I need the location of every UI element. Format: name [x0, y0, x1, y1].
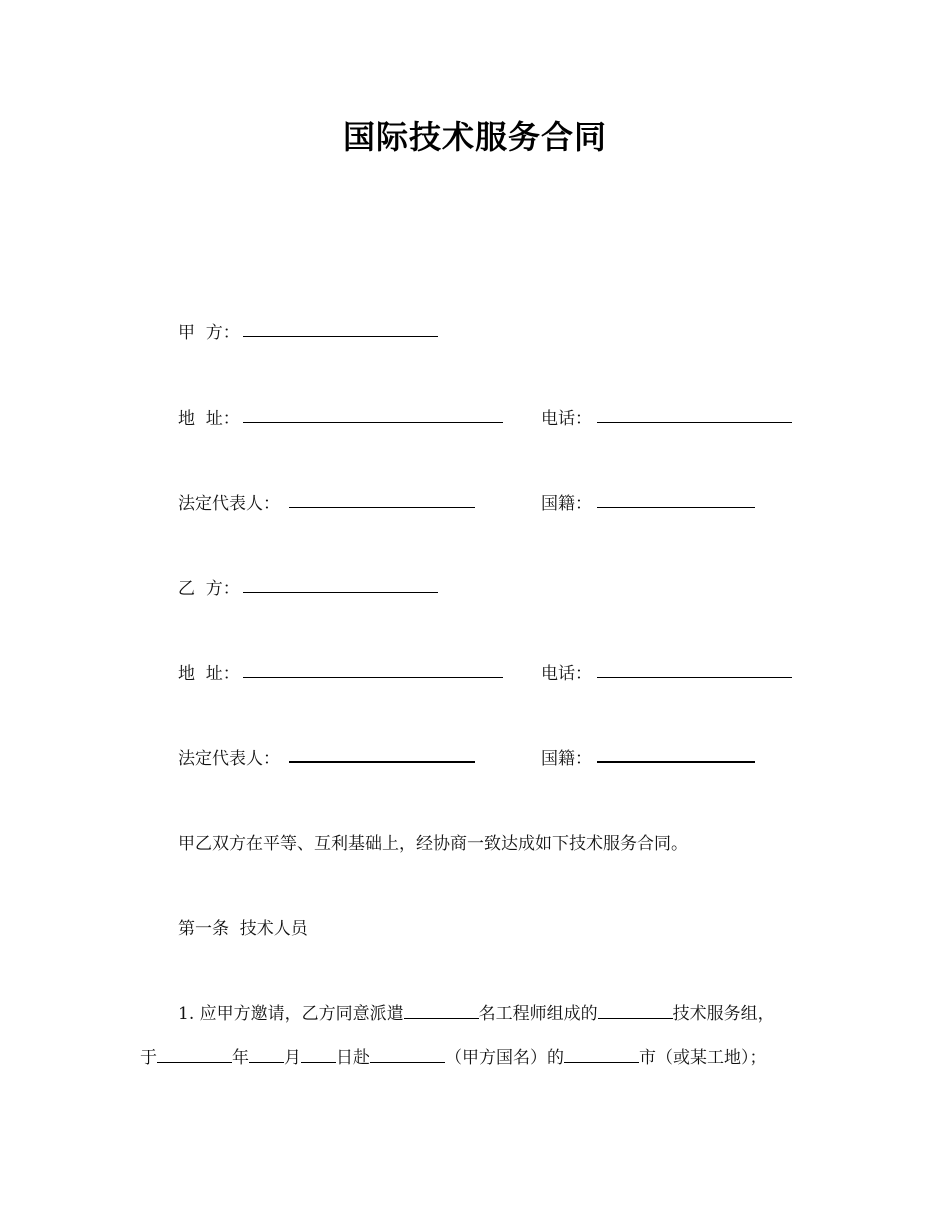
party-a-address-blank[interactable] [243, 422, 503, 423]
clause-1-text-7: 日赴 [336, 1048, 370, 1068]
party-b-line [178, 574, 240, 599]
party-a-rep-line [178, 489, 280, 514]
party-a-label: 甲 方： [178, 323, 240, 343]
country-blank[interactable] [370, 1047, 445, 1063]
party-a-nationality-blank[interactable] [597, 507, 755, 508]
party-b-phone-blank[interactable] [597, 677, 792, 678]
page-title: 国际技术服务合同 [342, 118, 607, 156]
city-blank[interactable] [564, 1047, 639, 1063]
clause-1-line-2 [140, 1043, 767, 1068]
party-b-phone-line [541, 659, 592, 684]
party-b-nationality-label: 国籍： [541, 749, 592, 769]
clause-1-text-3: 技术服务组， [672, 1004, 775, 1024]
intro-paragraph: 甲乙双方在平等、互利基础上，经协商一致达成如下技术服务合同。 [178, 834, 688, 854]
party-a-address-label: 地 址： [178, 409, 240, 429]
month-blank[interactable] [249, 1047, 284, 1063]
party-b-label: 乙 方： [178, 579, 240, 599]
clause-1-text-6: 月 [284, 1048, 301, 1068]
party-b-nationality-line [541, 744, 592, 769]
clause-1-text-4: 于 [140, 1048, 157, 1068]
clause-1-line-1 [178, 999, 775, 1024]
service-group-blank[interactable] [598, 1003, 673, 1019]
day-blank[interactable] [301, 1047, 336, 1063]
party-a-nationality-label: 国籍： [541, 494, 592, 514]
party-a-line [178, 318, 240, 343]
party-b-rep-blank[interactable] [289, 761, 475, 763]
party-b-rep-line [178, 744, 280, 769]
party-b-phone-label: 电话： [541, 664, 592, 684]
clause-1-text-8: （甲方国名）的 [445, 1048, 564, 1068]
clause-1-text-1: 1. 应甲方邀请，乙方同意派遣 [178, 1004, 404, 1024]
party-a-rep-blank[interactable] [289, 507, 475, 508]
party-b-address-label: 地 址： [178, 664, 240, 684]
party-a-phone-label: 电话： [541, 409, 592, 429]
clause-1-text-9: 市（或某工地）； [639, 1048, 767, 1068]
article-1-heading: 第一条 技术人员 [178, 919, 308, 939]
party-a-phone-blank[interactable] [597, 422, 792, 423]
party-a-rep-label: 法定代表人： [178, 494, 280, 514]
party-a-nationality-line [541, 489, 592, 514]
year-blank[interactable] [157, 1047, 232, 1063]
party-b-address-line [178, 659, 240, 684]
party-b-rep-label: 法定代表人： [178, 749, 280, 769]
party-b-nationality-blank[interactable] [597, 761, 755, 763]
party-a-phone-line [541, 404, 592, 429]
party-a-address-line [178, 404, 240, 429]
party-a-blank[interactable] [243, 336, 438, 337]
engineer-count-blank[interactable] [404, 1003, 479, 1019]
party-b-blank[interactable] [243, 592, 438, 593]
clause-1-text-5: 年 [232, 1048, 249, 1068]
clause-1-text-2: 名工程师组成的 [478, 1004, 598, 1024]
party-b-address-blank[interactable] [243, 677, 503, 678]
